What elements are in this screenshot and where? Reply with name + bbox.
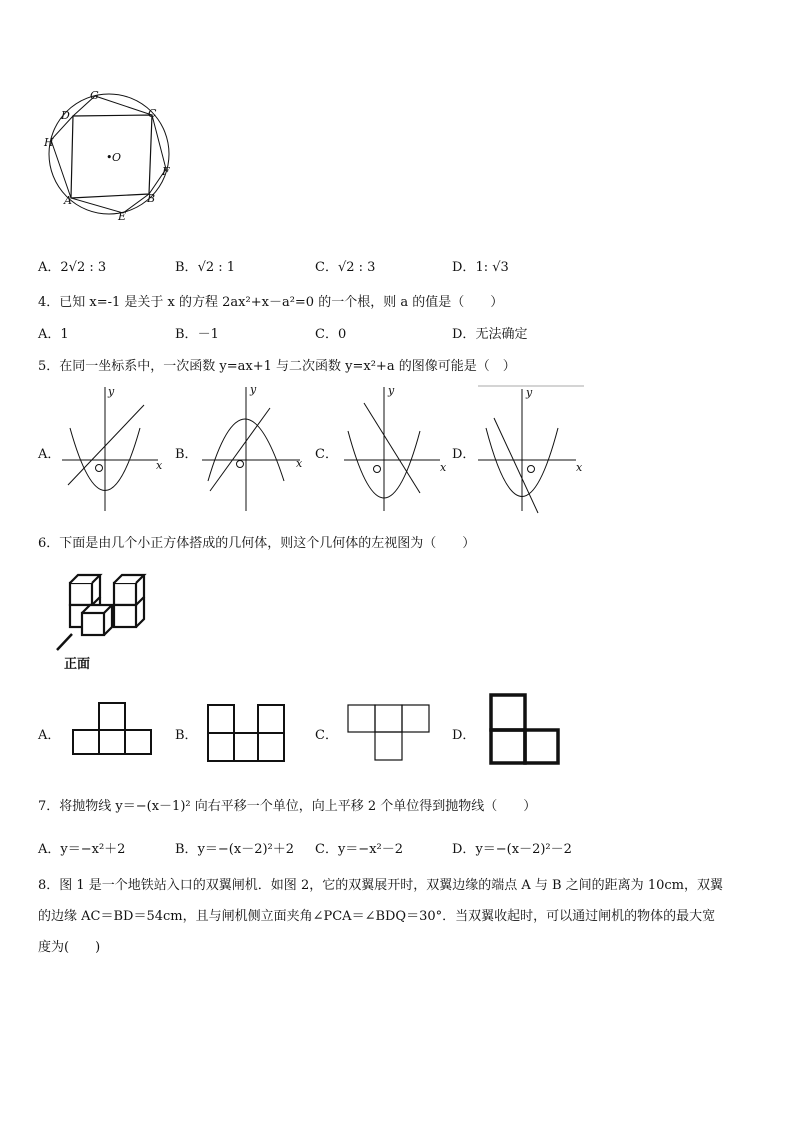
option-text: y＝−x²＋2: [60, 842, 126, 857]
q6-view-b: [205, 702, 289, 764]
q7-option-d[interactable]: [452, 838, 572, 857]
q6-option-b[interactable]: B．: [175, 728, 198, 743]
q7-stem: 7．将抛物线 y＝−(x－1)² 向右平移一个单位，向上平移 2 个单位得到抛物线（ ）: [38, 799, 537, 814]
label-d: D: [61, 109, 70, 122]
option-letter: C．: [315, 260, 338, 275]
q5-option-d[interactable]: D．: [452, 447, 476, 462]
x-axis-label: x: [296, 457, 303, 470]
label-a: A: [64, 194, 72, 207]
option-letter: D．: [452, 260, 476, 275]
option-letter: A．: [38, 842, 61, 857]
option-text: 1: [60, 327, 69, 342]
q4-option-a[interactable]: [38, 323, 69, 342]
option-text: √2 : 1: [197, 260, 236, 275]
q5-stem: 5．在同一坐标系中，一次函数 y=ax+1 与二次函数 y=x²+a 的图像可能是（ ）: [38, 359, 516, 374]
label-o: O: [112, 151, 122, 164]
option-text: 无法确定: [475, 327, 528, 342]
q6-view-c: [346, 703, 432, 763]
option-text: y＝−(x－2)²＋2: [197, 842, 295, 857]
q6-option-c[interactable]: C．: [315, 728, 338, 743]
q4-option-b[interactable]: [175, 323, 219, 342]
label-g: G: [90, 89, 99, 102]
option-letter: C．: [315, 327, 338, 342]
option-text: 0: [337, 327, 347, 342]
x-axis-label: x: [156, 459, 163, 472]
front-label: 正面: [64, 657, 91, 672]
q7-option-c[interactable]: [315, 838, 403, 857]
y-axis-label: y: [388, 384, 395, 397]
y-axis-label: y: [526, 386, 533, 399]
center-dot: •: [106, 151, 113, 164]
q5-option-b[interactable]: B．: [175, 447, 198, 462]
q5-graph-c: [340, 383, 450, 513]
option-letter: D．: [452, 842, 476, 857]
option-text: √2 : 3: [337, 260, 376, 275]
q7-option-a[interactable]: [38, 838, 125, 857]
label-h: H: [44, 136, 54, 149]
option-text: y＝−(x－2)²－2: [475, 842, 572, 857]
q8-line-1: 8．图 1 是一个地铁站入口的双翼闸机．如图 2，它的双翼展开时，双翼边缘的端点 A 与 B 之间的距离为 10cm，双翼: [38, 878, 723, 893]
y-axis-label: y: [108, 385, 115, 398]
q8-line-3: 度为( ): [38, 940, 101, 955]
x-axis-label: x: [576, 461, 583, 474]
label-f: F: [162, 165, 170, 178]
option-text: 2√2 : 3: [60, 260, 107, 275]
option-letter: B．: [175, 842, 198, 857]
q3-option-a[interactable]: [38, 256, 106, 275]
option-letter: A．: [38, 260, 61, 275]
q3-option-b[interactable]: [175, 256, 235, 275]
q6-stem: 6．下面是由几个小正方体搭成的几何体，则这个几何体的左视图为（ ）: [38, 536, 476, 551]
q6-view-a: [70, 700, 154, 758]
label-e: E: [118, 210, 127, 223]
option-text: 1: √3: [475, 260, 509, 275]
option-letter: B．: [175, 327, 198, 342]
x-axis-label: x: [440, 461, 447, 474]
q6-option-d[interactable]: D．: [452, 728, 476, 743]
y-axis-label: y: [250, 383, 257, 396]
q5-graph-d: [476, 383, 586, 518]
q6-option-a[interactable]: A．: [38, 728, 61, 743]
q8-line-2: 的边缘 AC＝BD＝54cm，且与闸机侧立面夹角∠PCA＝∠BDQ＝30°．当双翼收起时，可以通过闸机的物体的最大宽: [38, 909, 716, 924]
q6-view-d: [488, 692, 562, 768]
option-letter: A．: [38, 327, 61, 342]
label-b: B: [147, 192, 156, 205]
q5-option-c[interactable]: C．: [315, 447, 338, 462]
option-text: －1: [197, 327, 219, 342]
q4-option-c[interactable]: [315, 323, 346, 342]
q3-option-c[interactable]: [315, 256, 375, 275]
q4-option-d[interactable]: [452, 323, 527, 342]
option-letter: D．: [452, 327, 476, 342]
q4-stem: 4．已知 x=-1 是关于 x 的方程 2ax²+x－a²=0 的一个根，则 a 的值是（ ）: [38, 295, 504, 310]
q3-option-d[interactable]: [452, 256, 509, 275]
option-letter: C．: [315, 842, 338, 857]
q5-graph-a: [60, 383, 170, 513]
q5-graph-b: [200, 383, 310, 513]
option-text: y＝−x²－2: [337, 842, 404, 857]
option-letter: B．: [175, 260, 198, 275]
q3-circle-figure: [38, 86, 178, 226]
q7-option-b[interactable]: [175, 838, 294, 857]
label-c: C: [148, 107, 157, 120]
q5-option-a[interactable]: A．: [38, 447, 61, 462]
